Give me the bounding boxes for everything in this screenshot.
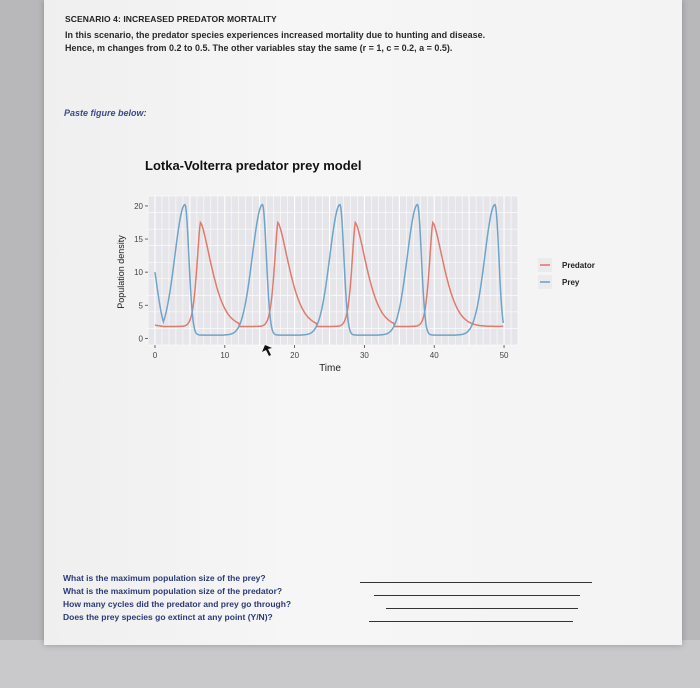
y-tick-label: 5 [138,301,143,311]
chart-title: Lotka-Volterra predator prey model [145,158,362,173]
plot-panel [148,196,518,345]
question-prey-max: What is the maximum population size of the prey? [63,573,266,583]
x-axis-label: Time [319,363,341,374]
mouse-cursor-icon [262,345,272,356]
x-tick-label: 20 [290,351,300,360]
question-cycles: How many cycles did the predator and prey go through? [63,599,292,609]
y-axis-ticks [134,202,148,343]
x-tick-label: 50 [499,351,509,360]
x-axis-ticks [153,345,509,360]
paste-figure-label: Paste figure below: [64,108,147,118]
y-tick-label: 0 [138,334,143,344]
x-tick-label: 10 [220,351,230,360]
legend-label-prey: Prey [562,278,580,287]
answer-line-predator-max[interactable] [374,595,580,596]
y-tick-label: 20 [134,201,143,211]
scenario-heading: SCENARIO 4: INCREASED PREDATOR MORTALITY [65,14,277,24]
question-extinction: Does the prey species go extinct at any point (Y/N)? [63,612,273,622]
y-axis-label: Population density [116,235,126,309]
question-predator-max: What is the maximum population size of the predator? [63,586,283,596]
x-tick-label: 30 [359,351,369,360]
x-tick-label: 40 [429,351,439,360]
answer-line-extinction[interactable] [369,621,573,622]
legend-label-predator: Predator [562,261,595,270]
description-line-1: In this scenario, the predator species experiences increased mortality due to hunting and disease. [65,30,486,40]
x-tick-label: 0 [152,351,158,360]
y-tick-label: 15 [134,235,143,245]
legend [538,258,595,289]
y-tick-label: 10 [134,268,143,278]
description-line-2: Hence, m changes from 0.2 to 0.5. The other variables stay the same (r = 1, c = 0.2, a = 0.5). [65,43,453,53]
answer-line-cycles[interactable] [386,608,578,609]
answer-line-prey-max[interactable] [360,582,592,583]
